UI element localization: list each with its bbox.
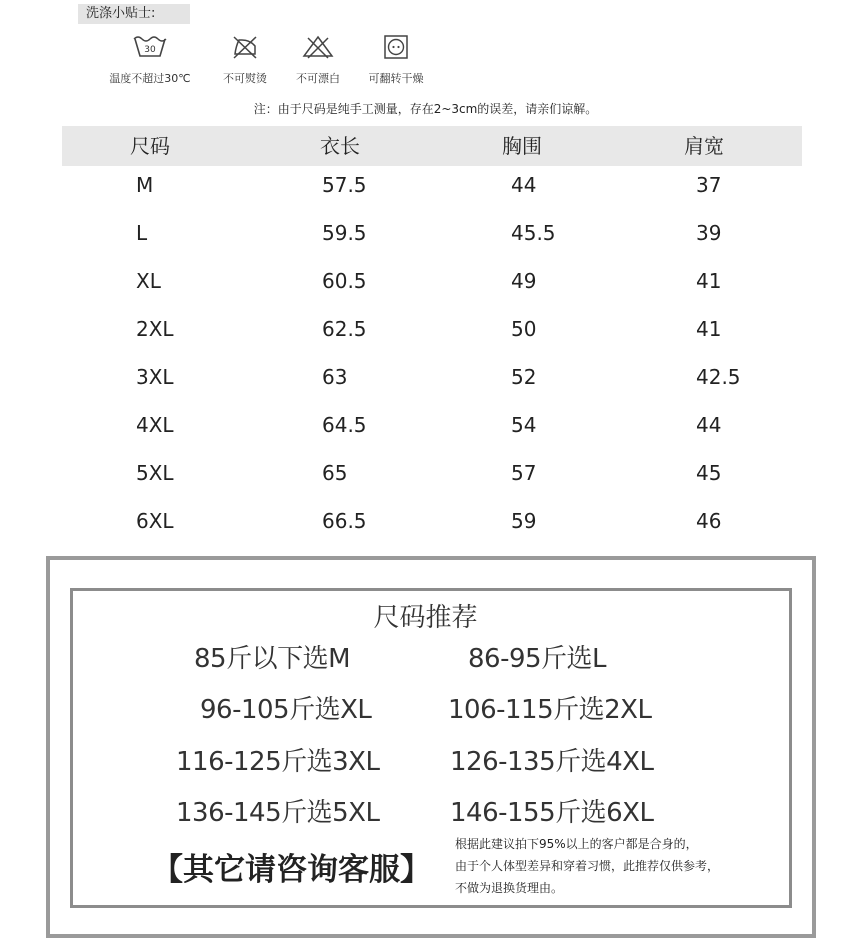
care-label-dry: 可翻转干燥 — [368, 72, 424, 85]
recommend-item: 126-135斤选4XL — [450, 747, 654, 777]
table-row — [0, 269, 851, 317]
cell-length: 59.5 — [322, 221, 367, 245]
size-table-header — [62, 126, 802, 166]
care-tips-title: 洗涤小贴士: — [78, 4, 190, 24]
table-row — [0, 173, 851, 221]
table-row — [0, 221, 851, 269]
table-row — [0, 413, 851, 461]
cell-length: 66.5 — [322, 509, 367, 533]
wash-30-icon — [132, 34, 168, 60]
measurement-note: 注：由于尺码是纯手工测量，存在2~3cm的误差，请亲们谅解。 — [253, 102, 598, 116]
cell-shoulder: 45 — [696, 461, 722, 485]
cell-chest: 54 — [511, 413, 537, 437]
no-bleach-icon — [302, 34, 334, 60]
care-label-wash: 温度不超过30℃ — [109, 72, 191, 85]
cell-size: M — [136, 173, 154, 197]
header-chest: 胸围 — [502, 134, 542, 158]
header-length: 衣长 — [320, 134, 360, 158]
cell-size: 5XL — [136, 461, 174, 485]
table-row — [0, 365, 851, 413]
recommend-item: 85斤以下选M — [194, 644, 351, 674]
recommend-item: 136-145斤选5XL — [176, 798, 380, 828]
header-size: 尺码 — [130, 134, 170, 158]
disclaimer-line: 不做为退换货理由。 — [455, 881, 564, 895]
cell-size: 4XL — [136, 413, 174, 437]
cell-chest: 44 — [511, 173, 537, 197]
recommend-item: 96-105斤选XL — [200, 695, 372, 725]
cell-length: 63 — [322, 365, 348, 389]
cell-shoulder: 46 — [696, 509, 722, 533]
recommend-item: 146-155斤选6XL — [450, 798, 654, 828]
no-iron-icon — [230, 34, 260, 60]
cell-shoulder: 39 — [696, 221, 722, 245]
cell-size: XL — [136, 269, 161, 293]
cell-shoulder: 41 — [696, 317, 722, 341]
table-row — [0, 461, 851, 509]
cell-length: 62.5 — [322, 317, 367, 341]
cell-size: L — [136, 221, 148, 245]
disclaimer-line: 根据此建议拍下95%以上的客户都是合身的， — [455, 837, 698, 851]
cell-shoulder: 42.5 — [696, 365, 741, 389]
care-item-dry — [356, 34, 436, 86]
care-label-iron: 不可熨烫 — [223, 72, 267, 85]
cell-chest: 52 — [511, 365, 537, 389]
recommend-item: 116-125斤选3XL — [176, 747, 380, 777]
table-row — [0, 509, 851, 557]
cell-length: 64.5 — [322, 413, 367, 437]
cell-size: 6XL — [136, 509, 174, 533]
care-item-wash — [100, 34, 200, 86]
care-item-bleach — [283, 34, 353, 86]
cell-size: 2XL — [136, 317, 174, 341]
recommend-item: 106-115斤选2XL — [448, 695, 652, 725]
care-item-iron — [210, 34, 280, 86]
tumble-dry-icon — [382, 34, 410, 60]
recommend-title: 尺码推荐 — [373, 603, 478, 633]
cell-length: 65 — [322, 461, 348, 485]
cell-size: 3XL — [136, 365, 174, 389]
contact-service-text: 【其它请咨询客服】 — [152, 852, 431, 888]
cell-chest: 50 — [511, 317, 537, 341]
table-row — [0, 317, 851, 365]
recommend-disclaimer — [455, 833, 719, 899]
disclaimer-line: 由于个人体型差异和穿着习惯，此推荐仅供参考， — [455, 859, 720, 873]
cell-shoulder: 37 — [696, 173, 722, 197]
wash-temp-text: 30 — [144, 45, 156, 55]
cell-shoulder: 41 — [696, 269, 722, 293]
cell-length: 57.5 — [322, 173, 367, 197]
care-label-bleach: 不可漂白 — [296, 72, 340, 85]
cell-chest: 45.5 — [511, 221, 556, 245]
recommend-item: 86-95斤选L — [468, 644, 607, 674]
header-shoulder: 肩宽 — [684, 134, 724, 158]
cell-length: 60.5 — [322, 269, 367, 293]
cell-shoulder: 44 — [696, 413, 722, 437]
cell-chest: 49 — [511, 269, 537, 293]
cell-chest: 59 — [511, 509, 537, 533]
cell-chest: 57 — [511, 461, 537, 485]
